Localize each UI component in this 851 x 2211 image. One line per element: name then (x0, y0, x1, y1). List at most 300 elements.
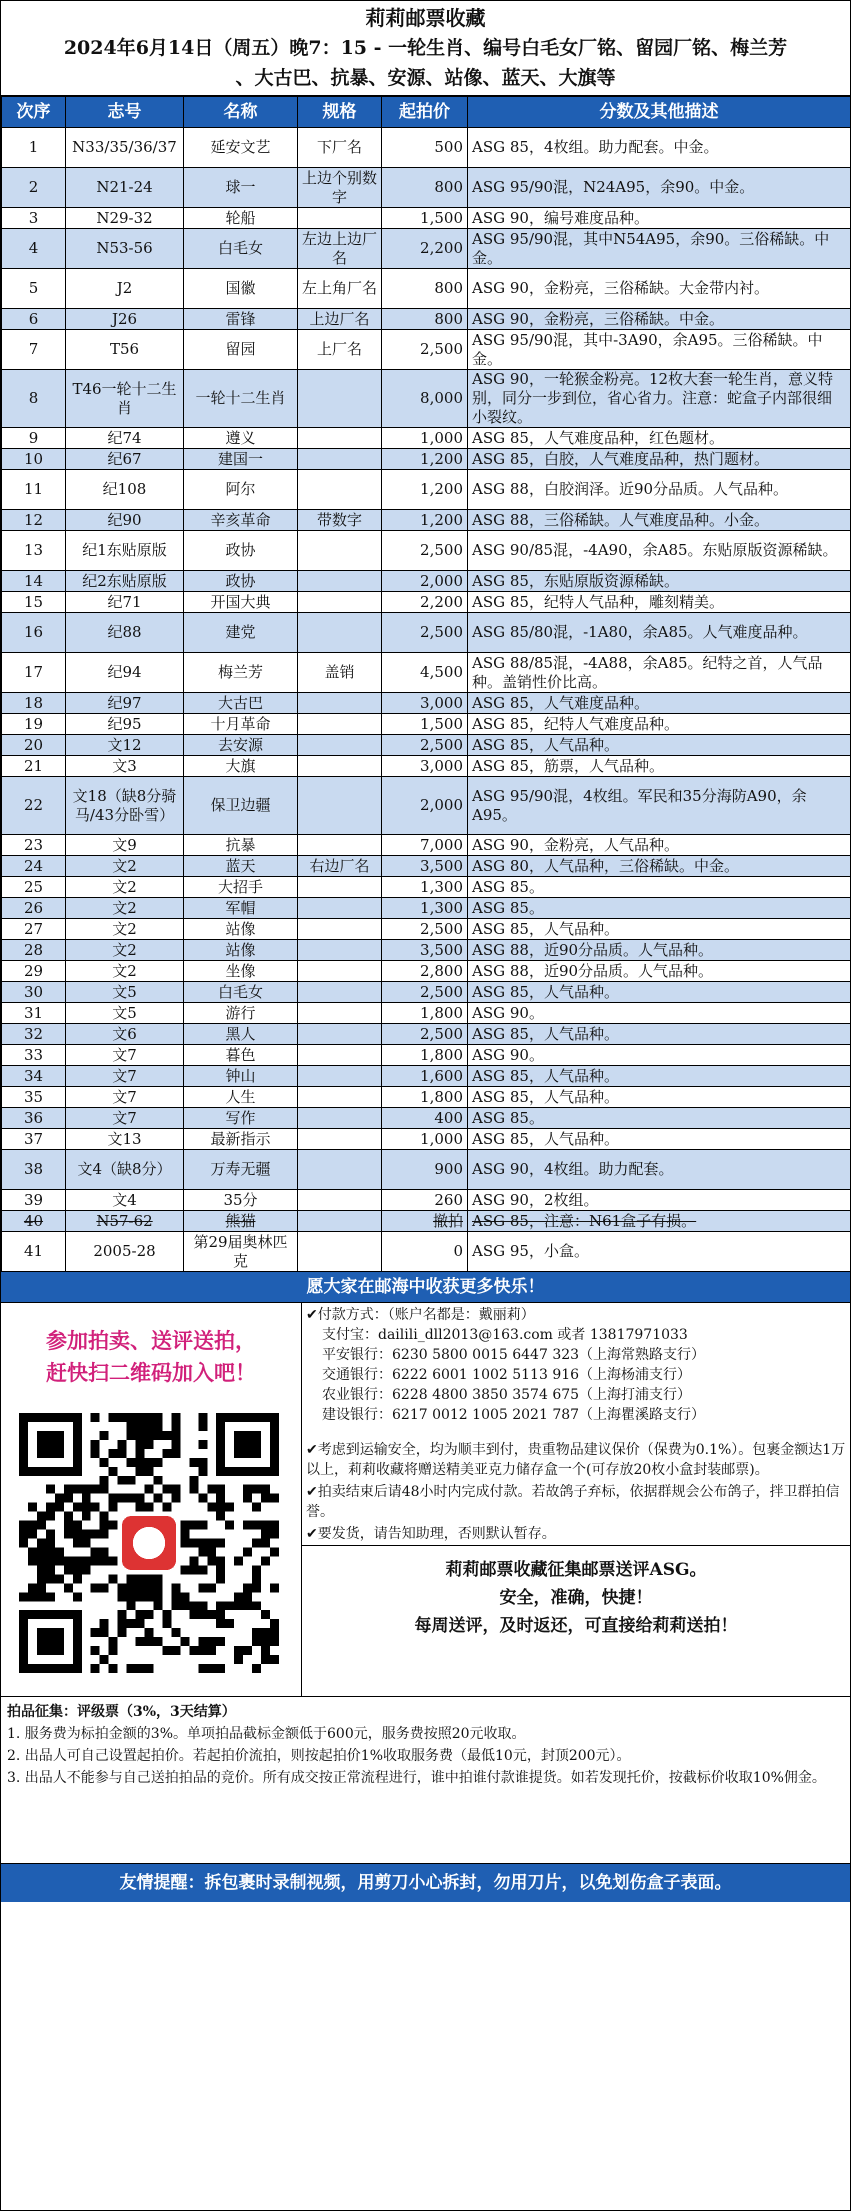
lot-name: 军帽 (184, 898, 298, 919)
lot-code: 文7 (66, 1066, 184, 1087)
lot-number: 34 (2, 1066, 66, 1087)
lot-start-price: 3,000 (382, 756, 468, 777)
lot-spec (298, 898, 382, 919)
lot-name: 暮色 (184, 1045, 298, 1066)
lot-name: 开国大典 (184, 592, 298, 613)
lot-number: 3 (2, 208, 66, 229)
table-row (2, 1024, 851, 1045)
lot-start-price: 1,800 (382, 1087, 468, 1108)
lot-spec (298, 1129, 382, 1150)
lot-name: 白毛女 (184, 229, 298, 269)
consignment-rules (1, 1697, 850, 1864)
lot-spec (298, 1150, 382, 1190)
lot-number: 2 (2, 168, 66, 208)
info-section (1, 1303, 850, 1697)
lot-spec (298, 1190, 382, 1211)
table-row (2, 653, 851, 693)
lot-spec (298, 714, 382, 735)
lot-start-price: 800 (382, 309, 468, 330)
lot-spec (298, 1232, 382, 1272)
lot-number: 13 (2, 531, 66, 571)
lot-description: ASG 88，白胶润泽。近90分品质。人气品种。 (468, 470, 851, 510)
lot-code: 文12 (66, 735, 184, 756)
lot-name: 大古巴 (184, 693, 298, 714)
lot-number: 1 (2, 128, 66, 168)
lot-description: ASG 88，三俗稀缺。人气难度品种。小金。 (468, 510, 851, 531)
column-header: 名称 (184, 97, 298, 128)
lot-description: ASG 90。 (468, 1045, 851, 1066)
rules-heading: 拍品征集：评级票（3%，3天结算） (7, 1704, 236, 1720)
lot-name: 建党 (184, 613, 298, 653)
lot-description: ASG 90，金粉亮，三俗稀缺。大金带内衬。 (468, 269, 851, 309)
lot-number: 9 (2, 428, 66, 449)
lot-code: J2 (66, 269, 184, 309)
lot-code: 纪74 (66, 428, 184, 449)
table-row (2, 449, 851, 470)
lot-name: 35分 (184, 1190, 298, 1211)
page-title: 莉莉邮票收藏 (365, 6, 486, 30)
lot-number: 16 (2, 613, 66, 653)
lot-description: ASG 90，2枚组。 (468, 1190, 851, 1211)
lot-code: 文7 (66, 1045, 184, 1066)
table-header-row (2, 97, 851, 128)
table-row (2, 835, 851, 856)
lot-spec (298, 1066, 382, 1087)
table-row (2, 898, 851, 919)
table-row (2, 269, 851, 309)
lot-code: 文3 (66, 756, 184, 777)
lot-spec: 右边厂名 (298, 856, 382, 877)
lot-spec: 下厂名 (298, 128, 382, 168)
lot-code: 纪94 (66, 653, 184, 693)
lot-description: ASG 85，人气品种。 (468, 919, 851, 940)
lot-start-price: 2,500 (382, 330, 468, 370)
lot-description: ASG 85，人气品种。 (468, 735, 851, 756)
rule-item: 3. 出品人不能参与自己送拍拍品的竞价。所有成交按正常流程进行，谁中拍谁付款谁提货。如若发现托价，按截标价收取10%佣金。 (7, 1770, 826, 1786)
table-row (2, 1129, 851, 1150)
lot-description: ASG 85，筋票，人气品种。 (468, 756, 851, 777)
lot-code: 纪67 (66, 449, 184, 470)
table-row (2, 592, 851, 613)
lot-description: ASG 95/90混，其中-3A90，余A95。三俗稀缺。中金。 (468, 330, 851, 370)
lot-start-price: 1,800 (382, 1045, 468, 1066)
payment-info (306, 1303, 850, 1425)
lot-code: 纪1东贴原版 (66, 531, 184, 571)
lot-start-price: 1,300 (382, 877, 468, 898)
lot-code: 文2 (66, 940, 184, 961)
lot-name: 建国一 (184, 449, 298, 470)
promo-text (1, 1303, 301, 1389)
shipping-notes (306, 1439, 850, 1545)
lot-description: ASG 85，4枚组。助力配套。中金。 (468, 128, 851, 168)
lot-code: 纪97 (66, 693, 184, 714)
lot-start-price: 2,800 (382, 961, 468, 982)
lot-code: 文4（缺8分） (66, 1150, 184, 1190)
lot-number: 29 (2, 961, 66, 982)
table-row (2, 1190, 851, 1211)
footer-reminder: 友情提醒：拆包裹时录制视频，用剪刀小心拆封，勿用刀片，以免划伤盒子表面。 (1, 1864, 850, 1902)
lot-name: 第29届奥林匹克 (184, 1232, 298, 1272)
lot-name: 十月革命 (184, 714, 298, 735)
lot-number: 37 (2, 1129, 66, 1150)
lot-spec (298, 208, 382, 229)
lot-name: 钟山 (184, 1066, 298, 1087)
lot-start-price: 7,000 (382, 835, 468, 856)
lot-code: 文9 (66, 835, 184, 856)
lot-spec (298, 613, 382, 653)
lot-code: 文7 (66, 1087, 184, 1108)
lot-name: 坐像 (184, 961, 298, 982)
lot-code: T46一轮十二生肖 (66, 370, 184, 428)
lot-start-price: 2,500 (382, 613, 468, 653)
lot-start-price: 1,000 (382, 1129, 468, 1150)
lot-start-price: 1,600 (382, 1066, 468, 1087)
lot-spec: 盖销 (298, 653, 382, 693)
table-row (2, 428, 851, 449)
lot-number: 32 (2, 1024, 66, 1045)
lot-description: ASG 88，近90分品质。人气品种。 (468, 940, 851, 961)
lot-number: 41 (2, 1232, 66, 1272)
table-row (2, 1045, 851, 1066)
lot-number: 23 (2, 835, 66, 856)
table-row (2, 856, 851, 877)
lot-description: ASG 85，东贴原版资源稀缺。 (468, 571, 851, 592)
lot-name: 大招手 (184, 877, 298, 898)
table-row (2, 961, 851, 982)
lot-code: N33/35/36/37 (66, 128, 184, 168)
lot-code: 文2 (66, 961, 184, 982)
lot-name: 保卫边疆 (184, 777, 298, 835)
table-row (2, 128, 851, 168)
lot-name: 轮船 (184, 208, 298, 229)
lot-name: 游行 (184, 1003, 298, 1024)
lot-code: 文2 (66, 919, 184, 940)
lot-spec: 左边上边厂名 (298, 229, 382, 269)
lot-number: 36 (2, 1108, 66, 1129)
lot-description: ASG 85。 (468, 877, 851, 898)
lot-spec (298, 1045, 382, 1066)
lot-code: N57-62 (66, 1211, 184, 1232)
lot-name: 人生 (184, 1087, 298, 1108)
lot-description: ASG 85。 (468, 1108, 851, 1129)
lot-code: 文6 (66, 1024, 184, 1045)
lot-start-price: 1,500 (382, 714, 468, 735)
lot-spec (298, 735, 382, 756)
lot-code: 文4 (66, 1190, 184, 1211)
lot-name: 政协 (184, 571, 298, 592)
lot-name: 留园 (184, 330, 298, 370)
lot-description: ASG 85，人气品种。 (468, 1024, 851, 1045)
lot-name: 白毛女 (184, 982, 298, 1003)
lot-spec (298, 1211, 382, 1232)
lot-name: 黑人 (184, 1024, 298, 1045)
lot-start-price: 2,000 (382, 571, 468, 592)
lot-start-price: 1,300 (382, 898, 468, 919)
lot-spec (298, 756, 382, 777)
lot-spec (298, 1087, 382, 1108)
note-item: ✔拍卖结束后请48小时内完成付款。若故鸽子弃标，依据群规会公布鸽子，拌卫群拍信誉。 (306, 1484, 840, 1520)
lot-start-price: 2,200 (382, 592, 468, 613)
lot-description: ASG 95/90混，N24A95，余90。中金。 (468, 168, 851, 208)
lot-spec (298, 835, 382, 856)
lot-number: 17 (2, 653, 66, 693)
lot-code: 文2 (66, 898, 184, 919)
lot-spec: 上边个别数字 (298, 168, 382, 208)
lot-name: 球一 (184, 168, 298, 208)
lot-name: 抗暴 (184, 835, 298, 856)
table-row (2, 1232, 851, 1272)
lot-name: 政协 (184, 531, 298, 571)
lot-number: 6 (2, 309, 66, 330)
lot-description: ASG 90，金粉亮，三俗稀缺。中金。 (468, 309, 851, 330)
lot-start-price: 900 (382, 1150, 468, 1190)
lot-spec (298, 449, 382, 470)
lot-start-price: 4,500 (382, 653, 468, 693)
bank-account: 农业银行：6228 4800 3850 3574 675（上海打浦支行） (322, 1387, 692, 1403)
asg-line: 莉莉邮票收藏征集邮票送评ASG。 (445, 1560, 707, 1580)
table-row (2, 1066, 851, 1087)
lot-start-price: 0 (382, 1232, 468, 1272)
lot-start-price: 3,500 (382, 856, 468, 877)
table-row (2, 1003, 851, 1024)
lot-name: 万寿无疆 (184, 1150, 298, 1190)
table-row (2, 777, 851, 835)
lot-start-price: 1,200 (382, 470, 468, 510)
lot-spec (298, 961, 382, 982)
lot-description: ASG 85/80混，-1A80，余A85。人气难度品种。 (468, 613, 851, 653)
lot-code: 文2 (66, 856, 184, 877)
lot-start-price: 400 (382, 1108, 468, 1129)
lot-description: ASG 88/85混，-4A88，余A85。纪特之首，人气品种。盖销性价比高。 (468, 653, 851, 693)
lot-number: 5 (2, 269, 66, 309)
lot-number: 33 (2, 1045, 66, 1066)
lot-code: 文18（缺8分骑马/43分卧雪） (66, 777, 184, 835)
lot-spec: 左上角厂名 (298, 269, 382, 309)
lot-spec (298, 919, 382, 940)
lot-name: 一轮十二生肖 (184, 370, 298, 428)
lot-number: 31 (2, 1003, 66, 1024)
lot-spec (298, 940, 382, 961)
lot-code: 2005-28 (66, 1232, 184, 1272)
column-header: 次序 (2, 97, 66, 128)
lot-number: 14 (2, 571, 66, 592)
lot-number: 7 (2, 330, 66, 370)
auction-subtitle-line1: 2024年6月14日（周五）晚7：15 - 一轮生肖、编号白毛女厂铭、留园厂铭、梅兰芳 (63, 37, 788, 59)
lot-description: ASG 95/90混，4枚组。军民和35分海防A90，余A95。 (468, 777, 851, 835)
lot-start-price: 1,200 (382, 510, 468, 531)
lot-number: 35 (2, 1087, 66, 1108)
lot-name: 写作 (184, 1108, 298, 1129)
table-row (2, 613, 851, 653)
lot-description: ASG 85，人气品种。 (468, 1087, 851, 1108)
column-header: 分数及其他描述 (468, 97, 851, 128)
lot-description: ASG 95，小盒。 (468, 1232, 851, 1272)
lot-description: ASG 90/85混，-4A90，余A85。东贴原版资源稀缺。 (468, 531, 851, 571)
lot-description: ASG 85，纪特人气难度品种。 (468, 714, 851, 735)
lot-spec (298, 571, 382, 592)
bank-account: 建设银行：6217 0012 1005 2021 787（上海瞿溪路支行） (322, 1407, 706, 1423)
lot-code: 文5 (66, 1003, 184, 1024)
lot-number: 15 (2, 592, 66, 613)
payment-heading: ✔付款方式：（账户名都是：戴丽莉） (306, 1307, 535, 1323)
table-row (2, 531, 851, 571)
table-row (2, 1087, 851, 1108)
lot-spec (298, 1024, 382, 1045)
table-row (2, 370, 851, 428)
lot-start-price: 500 (382, 128, 468, 168)
lot-number: 26 (2, 898, 66, 919)
lot-start-price: 1,800 (382, 1003, 468, 1024)
table-row (2, 919, 851, 940)
lot-start-price: 3,000 (382, 693, 468, 714)
rule-item: 1. 服务费为标拍金额的3%。单项拍品截标金额低于600元，服务费按照20元收取。 (7, 1726, 526, 1742)
lot-description: ASG 90，4枚组。助力配套。 (468, 1150, 851, 1190)
lot-start-price: 3,500 (382, 940, 468, 961)
table-row (2, 940, 851, 961)
table-row (2, 877, 851, 898)
promo-line: 参加拍卖、送评送拍， (46, 1328, 256, 1353)
lot-number: 38 (2, 1150, 66, 1190)
lot-number: 39 (2, 1190, 66, 1211)
lot-start-price: 1,000 (382, 428, 468, 449)
table-row (2, 1108, 851, 1129)
lot-start-price: 800 (382, 269, 468, 309)
lot-description: ASG 88，近90分品质。人气品种。 (468, 961, 851, 982)
table-row (2, 982, 851, 1003)
table-row (2, 168, 851, 208)
alipay-account: 支付宝：dailili_dll2013@163.com 或者 13817971033 (322, 1327, 688, 1343)
lot-number: 28 (2, 940, 66, 961)
lot-code: N29-32 (66, 208, 184, 229)
lot-description: ASG 85，人气品种。 (468, 982, 851, 1003)
column-header: 规格 (298, 97, 382, 128)
asg-line: 每周送评，及时返还，可直接给莉莉送拍！ (414, 1616, 738, 1636)
lot-number: 25 (2, 877, 66, 898)
table-row (2, 735, 851, 756)
table-row (2, 330, 851, 370)
lot-description: ASG 85，人气难度品种，红色题材。 (468, 428, 851, 449)
lot-code: N21-24 (66, 168, 184, 208)
bank-account: 交通银行：6222 6001 1002 5113 916（上海杨浦支行） (322, 1367, 692, 1383)
table-row (2, 1211, 851, 1232)
lot-number: 8 (2, 370, 66, 428)
wish-banner: 愿大家在邮海中收获更多快乐！ (1, 1272, 850, 1303)
lot-number: 10 (2, 449, 66, 470)
lot-number: 27 (2, 919, 66, 940)
lot-start-price: 2,000 (382, 777, 468, 835)
lot-number: 20 (2, 735, 66, 756)
lot-name: 阿尔 (184, 470, 298, 510)
lot-name: 站像 (184, 940, 298, 961)
lot-number: 19 (2, 714, 66, 735)
table-row (2, 470, 851, 510)
lot-number: 22 (2, 777, 66, 835)
lot-number: 18 (2, 693, 66, 714)
lot-code: 文5 (66, 982, 184, 1003)
lot-start-price: 2,500 (382, 735, 468, 756)
lot-code: 纪88 (66, 613, 184, 653)
table-row (2, 229, 851, 269)
asg-line: 安全，准确，快捷！ (499, 1588, 653, 1608)
column-header: 起拍价 (382, 97, 468, 128)
payment-panel (302, 1303, 850, 1696)
auction-subtitle-line2: 、大古巴、抗暴、安源、站像、蓝天、大旗等 (235, 67, 616, 89)
table-row (2, 714, 851, 735)
lot-start-price: 2,500 (382, 1024, 468, 1045)
lot-name: 国徽 (184, 269, 298, 309)
lot-description: ASG 90，编号难度品种。 (468, 208, 851, 229)
lot-spec (298, 982, 382, 1003)
lot-code: 纪90 (66, 510, 184, 531)
column-header: 志号 (66, 97, 184, 128)
lot-start-price: 撤拍 (382, 1211, 468, 1232)
lot-spec: 上厂名 (298, 330, 382, 370)
header (1, 1, 850, 96)
lot-number: 30 (2, 982, 66, 1003)
lot-code: J26 (66, 309, 184, 330)
lot-name: 延安文艺 (184, 128, 298, 168)
lot-code: T56 (66, 330, 184, 370)
lot-spec (298, 693, 382, 714)
lot-name: 梅兰芳 (184, 653, 298, 693)
lot-start-price: 800 (382, 168, 468, 208)
lot-name: 大旗 (184, 756, 298, 777)
qr-code-icon[interactable] (19, 1413, 279, 1673)
lot-name: 蓝天 (184, 856, 298, 877)
lot-number: 24 (2, 856, 66, 877)
lot-name: 遵义 (184, 428, 298, 449)
lot-name: 雷锋 (184, 309, 298, 330)
lot-spec: 上边厂名 (298, 309, 382, 330)
table-row (2, 208, 851, 229)
table-row (2, 693, 851, 714)
lot-description: ASG 85，人气品种。 (468, 1066, 851, 1087)
lot-spec (298, 592, 382, 613)
lot-description: ASG 85，人气难度品种。 (468, 693, 851, 714)
note-item: ✔要发货，请告知助理，否则默认暂存。 (306, 1526, 556, 1542)
lot-code: 文2 (66, 877, 184, 898)
lot-start-price: 2,500 (382, 531, 468, 571)
lot-description: ASG 85，人气品种。 (468, 1129, 851, 1150)
lot-start-price: 2,500 (382, 919, 468, 940)
lot-start-price: 1,500 (382, 208, 468, 229)
lot-description: ASG 80，人气品种，三俗稀缺。中金。 (468, 856, 851, 877)
lot-spec (298, 1108, 382, 1129)
note-item: ✔考虑到运输安全，均为顺丰到付，贵重物品建议保价（保费为0.1%）。包裹金额达1万以上，莉莉收藏将赠送精美亚克力储存盒一个(可存放20枚小盒封装邮票)。 (306, 1442, 846, 1478)
lot-number: 11 (2, 470, 66, 510)
lot-start-price: 260 (382, 1190, 468, 1211)
table-row (2, 756, 851, 777)
table-row (2, 309, 851, 330)
promo-panel (1, 1303, 302, 1696)
lot-name: 辛亥革命 (184, 510, 298, 531)
table-row (2, 510, 851, 531)
lot-description: ASG 85。 (468, 898, 851, 919)
bank-account: 平安银行：6230 5800 0015 6447 323（上海常熟路支行） (322, 1347, 706, 1363)
lot-name: 熊猫 (184, 1211, 298, 1232)
promo-line: 赶快扫二维码加入吧！ (46, 1360, 256, 1385)
lot-name: 去安源 (184, 735, 298, 756)
lot-start-price: 1,200 (382, 449, 468, 470)
table-row (2, 1150, 851, 1190)
lot-description: ASG 90，一轮猴金粉亮。12枚大套一轮生肖，意义特别，同分一步到位，省心省力。注意：蛇盒子内部很细小裂纹。 (468, 370, 851, 428)
lot-number: 21 (2, 756, 66, 777)
lot-number: 40 (2, 1211, 66, 1232)
lot-description: ASG 85，白胶，人气难度品种，热门题材。 (468, 449, 851, 470)
lot-description: ASG 95/90混，其中N54A95，余90。三俗稀缺。中金。 (468, 229, 851, 269)
lot-code: 文7 (66, 1108, 184, 1129)
lot-code: 纪2东贴原版 (66, 571, 184, 592)
